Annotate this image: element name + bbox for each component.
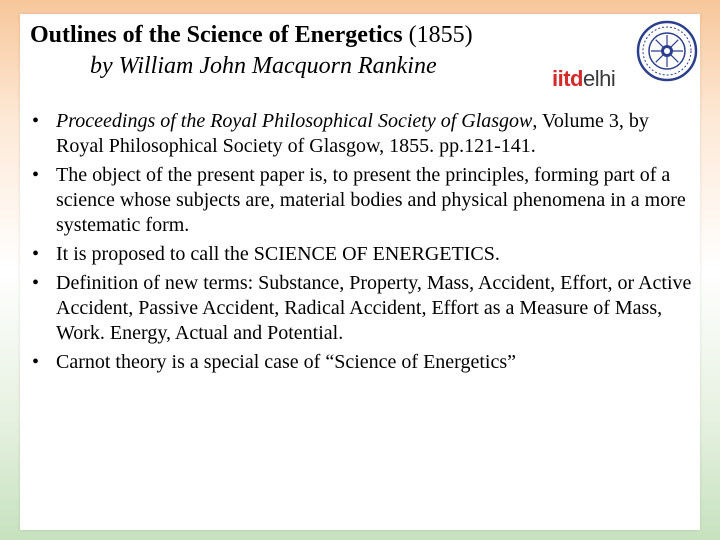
slide bbox=[20, 14, 700, 530]
list-item bbox=[30, 242, 700, 267]
list-item-italic: Proceedings of the Royal Philosophical Society of Glasgow bbox=[56, 110, 533, 132]
logo-elhi: elhi bbox=[583, 66, 616, 91]
list-item-text: Carnot theory is a special case of “Science of Energetics” bbox=[56, 351, 516, 373]
list-item bbox=[30, 163, 700, 238]
title-year: (1855) bbox=[408, 22, 473, 48]
iit-delhi-seal-icon bbox=[636, 20, 698, 82]
logo-iitd: iitd bbox=[552, 66, 583, 91]
list-item bbox=[30, 350, 700, 375]
bullet-list bbox=[30, 109, 700, 379]
slide-title bbox=[30, 20, 590, 82]
iitdelhi-logo bbox=[552, 66, 615, 92]
title-subtitle: by William John Macquorn Rankine bbox=[90, 53, 437, 79]
title-main: Outlines of the Science of Energetics bbox=[30, 22, 403, 48]
list-item-text: , Volume 3, by Royal Philosophical Society of Glasgow, 1855. pp.121-141. bbox=[56, 110, 649, 157]
list-item-text: It is proposed to call the SCIENCE OF ENERGETICS. bbox=[56, 243, 500, 265]
list-item-text: The object of the present paper is, to present the principles, forming part of a science whose subjects are, material bodies and physical phenomena in a more systematic form. bbox=[56, 164, 686, 236]
list-item bbox=[30, 109, 700, 159]
list-item-text: Definition of new terms: Substance, Property, Mass, Accident, Effort, or Active Accident, Passive Accident, Radical Accident, Effort as a Measure of Mass, Work. Energy, Actual and Potential. bbox=[56, 272, 692, 344]
list-item bbox=[30, 271, 700, 346]
